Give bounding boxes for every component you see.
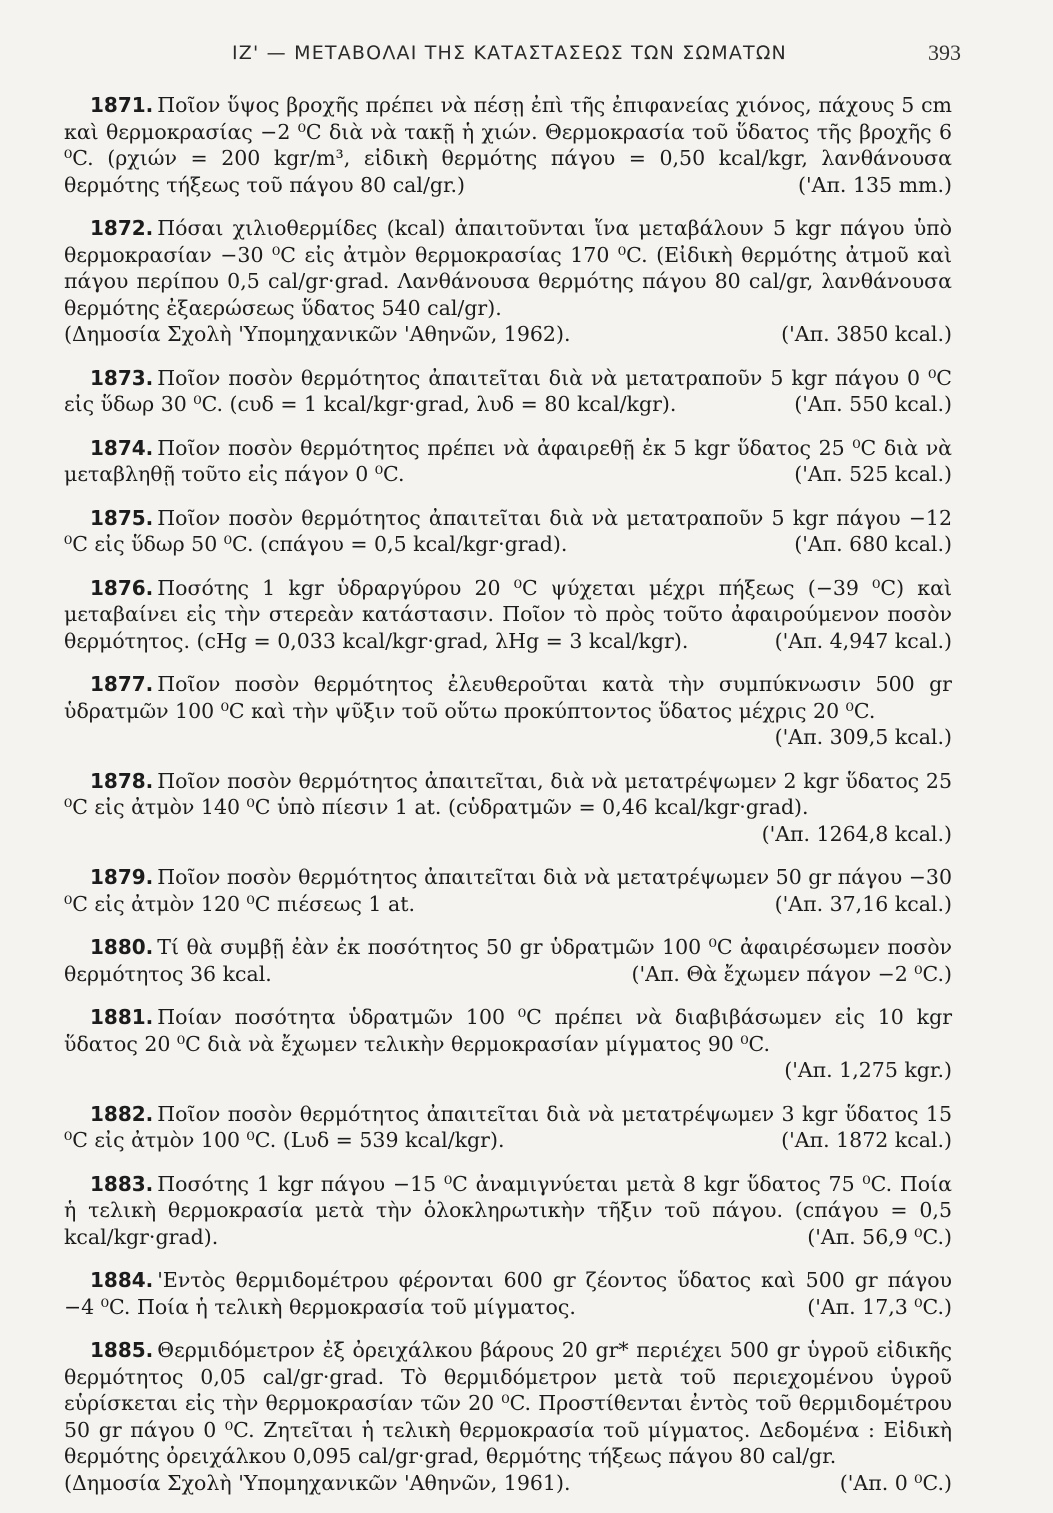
problem-number: 1881. bbox=[90, 1005, 154, 1029]
problem-item bbox=[64, 671, 952, 751]
problem-answer: ('Απ. 550 kcal.) bbox=[794, 392, 952, 416]
problem-number: 1879. bbox=[90, 865, 154, 889]
problem-source bbox=[64, 321, 952, 348]
problem-text: Ποσότης 1 kgr πάγου −15 ⁰C ἀναμιγνύεται μετὰ 8 kgr ὕδατος 75 ⁰C. Ποία ἡ τελικὴ θερμοκρασία μετὰ τὴν ὁλοκληρωτικὴν τῆξιν τοῦ πάγου. (cπάγου = 0,5 kcal/kgr·grad). bbox=[64, 1171, 952, 1249]
problem-answer: ('Απ. 1264,8 kcal.) bbox=[761, 821, 952, 846]
problem-item bbox=[64, 575, 952, 655]
problem-text: 'Εντὸς θερμιδομέτρου φέρονται 600 gr ζέοντος ὕδατος καὶ 500 gr πάγου −4 ⁰C. Ποία ἡ τελικὴ θερμοκρασία τοῦ μίγματος. bbox=[64, 1268, 952, 1319]
problem-number: 1874. bbox=[90, 435, 154, 460]
problem-number: 1877. bbox=[90, 672, 154, 696]
problem-number: 1876. bbox=[90, 575, 154, 600]
problem-text: Ποῖον ποσὸν θερμότητος πρέπει νὰ ἀφαιρεθῇ ἐκ 5 kgr ὕδατος 25 ⁰C διὰ νὰ μεταβληθῇ τοῦτο εἰς πάγον 0 ⁰C. bbox=[64, 435, 952, 486]
problem-text: Ποίαν ποσότητα ὑδρατμῶν 100 ⁰C πρέπει νὰ διαβιβάσωμεν εἰς 10 kgr ὕδατος 20 ⁰C διὰ νὰ ἔχωμεν τελικὴν θερμοκρασίαν μίγματος 90 ⁰C. bbox=[64, 1005, 952, 1056]
problem-answer: ('Απ. 1872 kcal.) bbox=[781, 1128, 952, 1152]
problem-number: 1875. bbox=[90, 505, 154, 530]
running-header bbox=[0, 38, 1053, 68]
problem-item bbox=[64, 1337, 952, 1496]
problem-answer: ('Απ. 0 ⁰C.) bbox=[839, 1470, 952, 1495]
problem-item bbox=[64, 1267, 952, 1320]
problem-text: Θερμιδόμετρον ἐξ ὀρειχάλκου βάρους 20 gr* περιέχει 500 gr ὑγροῦ εἰδικῆς θερμότητος 0,05 cal/gr·grad. Τὸ θερμιδόμετρον μετὰ τοῦ περιεχομένου ὑγροῦ εὑρίσκεται εἰς τὴν θερμοκρασίαν τῶν 20 ⁰C. Προστίθενται ἐντὸς τοῦ θερμιδομέτρου 50 gr πάγου 0 ⁰C. Ζητεῖται ἡ τελικὴ θερμοκρασία τοῦ μίγματος. Δεδομένα : Εἰδικὴ θερμότης ὀρειχάλκου 0,095 cal/gr·grad, θερμότης τήξεως πάγου 80 cal/gr. bbox=[64, 1338, 952, 1468]
problem-item bbox=[64, 1171, 952, 1251]
problem-number: 1872. bbox=[90, 216, 154, 240]
problem-item bbox=[64, 934, 952, 987]
problem-text: Τί θὰ συμβῇ ἐὰν ἐκ ποσότητος 50 gr ὑδρατμῶν 100 ⁰C ἀφαιρέσωμεν ποσὸν θερμότητος 36 kcal. bbox=[64, 935, 952, 986]
problem-item bbox=[64, 365, 952, 418]
problem-text: Ποῖον ποσὸν θερμότητος ἀπαιτεῖται, διὰ νὰ μετατρέψωμεν 2 kgr ὕδατος 25 ⁰C εἰς ἀτμὸν 140 ⁰C ὑπὸ πίεσιν 1 at. (cὑδρατμῶν = 0,46 kcal/kgr·grad). bbox=[64, 768, 952, 819]
problem-item bbox=[64, 864, 952, 917]
problem-answer: ('Απ. Θὰ ἔχωμεν πάγον −2 ⁰C.) bbox=[631, 961, 952, 986]
problem-answer: ('Απ. 4,947 kcal.) bbox=[774, 628, 952, 653]
problem-answer: ('Απ. 3850 kcal.) bbox=[781, 322, 952, 346]
problem-number: 1883. bbox=[90, 1171, 154, 1196]
problem-source-text: (Δημοσία Σχολὴ 'Υπομηχανικῶν 'Αθηνῶν, 1962). bbox=[64, 322, 571, 346]
problem-text: Ποῖον ποσὸν θερμότητος ἀπαιτεῖται διὰ νὰ μετατραποῦν 5 kgr πάγου −12 ⁰C εἰς ὕδωρ 50 ⁰C. (cπάγου = 0,5 kcal/kgr·grad). bbox=[64, 505, 952, 556]
problem-number: 1882. bbox=[90, 1101, 154, 1126]
problem-answer: ('Απ. 680 kcal.) bbox=[794, 532, 952, 556]
problem-item bbox=[64, 215, 952, 348]
problem-number: 1871. bbox=[90, 93, 154, 117]
problem-text: Ποῖον ποσὸν θερμότητος ἀπαιτεῖται διὰ νὰ μετατρέψωμεν 50 gr πάγου −30 ⁰C εἰς ἀτμὸν 120 ⁰C πιέσεως 1 at. bbox=[64, 865, 952, 916]
problem-item bbox=[64, 1101, 952, 1154]
problem-source-text: (Δημοσία Σχολὴ 'Υπομηχανικῶν 'Αθηνῶν, 1961). bbox=[64, 1470, 571, 1495]
problem-number: 1873. bbox=[90, 365, 154, 390]
problem-answer: ('Απ. 17,3 ⁰C.) bbox=[807, 1294, 952, 1319]
problem-number: 1878. bbox=[90, 768, 154, 793]
problem-text: Ποῖον ποσὸν θερμότητος ἐλευθεροῦται κατὰ τὴν συμπύκνωσιν 500 gr ὑδρατμῶν 100 ⁰C καὶ τὴν ψῦξιν τοῦ οὕτω προκύπτοντος ὕδατος μέχρις 20 ⁰C. bbox=[64, 672, 952, 723]
problem-item bbox=[64, 505, 952, 558]
problem-text: Πόσαι χιλιοθερμίδες (kcal) ἀπαιτοῦνται ἵνα μεταβάλουν 5 kgr πάγου ὑπὸ θερμοκρασίαν −30 ⁰C εἰς ἀτμὸν θερμοκρασίας 170 ⁰C. (Εἰδικὴ θερμότης ἀτμοῦ καὶ πάγου περίπου 0,5 cal/gr·grad. Λανθάνουσα θερμότης πάγου 80 cal/gr, λανθάνουσα θερμότης ἐξαερώσεως ὕδατος 540 cal/gr). bbox=[64, 216, 952, 320]
problem-answer: ('Απ. 309,5 kcal.) bbox=[774, 725, 952, 749]
problem-number: 1885. bbox=[90, 1338, 154, 1362]
problem-text: Ποῖον ὕψος βροχῆς πρέπει νὰ πέσῃ ἐπὶ τῆς ἐπιφανείας χιόνος, πάχους 5 cm καὶ θερμοκρασίας −2 ⁰C διὰ νὰ τακῇ ἡ χιών. Θερμοκρασία τοῦ ὕδατος τῆς βροχῆς 6 ⁰C. (ρχιών = 200 kgr/m³, εἰδικὴ θερμότης πάγου = 0,50 kcal/kgr, λανθάνουσα θερμότης τήξεως τοῦ πάγου 80 cal/gr.) bbox=[64, 93, 952, 197]
problem-answer: ('Απ. 525 kcal.) bbox=[794, 462, 952, 486]
problem-text: Ποῖον ποσὸν θερμότητος ἀπαιτεῖται διὰ νὰ μετατραποῦν 5 kgr πάγου 0 ⁰C εἰς ὕδωρ 30 ⁰C. (cυδ = 1 kcal/kgr·grad, λυδ = 80 kcal/kgr). bbox=[64, 365, 952, 416]
problem-item bbox=[64, 1004, 952, 1084]
problem-number: 1884. bbox=[90, 1268, 154, 1292]
problem-list bbox=[64, 92, 952, 1513]
problem-answer: ('Απ. 135 mm.) bbox=[798, 172, 952, 197]
problem-item bbox=[64, 92, 952, 198]
page-number: 393 bbox=[928, 40, 961, 65]
problem-answer: ('Απ. 56,9 ⁰C.) bbox=[807, 1224, 952, 1249]
problem-item bbox=[64, 435, 952, 488]
problem-answer: ('Απ. 1,275 kgr.) bbox=[784, 1058, 952, 1082]
chapter-title: ΙΖ' — ΜΕΤΑΒΟΛΑΙ ΤΗΣ ΚΑΤΑΣΤΑΣΕΩΣ ΤΩΝ ΣΩΜΑΤΩΝ bbox=[232, 42, 787, 64]
problem-text: Ποῖον ποσὸν θερμότητος ἀπαιτεῖται διὰ νὰ μετατρέψωμεν 3 kgr ὕδατος 15 ⁰C εἰς ἀτμὸν 100 ⁰C. (Lυδ = 539 kcal/kgr). bbox=[64, 1101, 952, 1152]
problem-answer: ('Απ. 37,16 kcal.) bbox=[774, 891, 952, 916]
problem-item bbox=[64, 768, 952, 848]
problem-number: 1880. bbox=[90, 935, 154, 959]
problem-source bbox=[64, 1470, 952, 1497]
problem-text: Ποσότης 1 kgr ὑδραργύρου 20 ⁰C ψύχεται μέχρι πήξεως (−39 ⁰C) καὶ μεταβαίνει εἰς τὴν στερεὰν κατάστασιν. Ποῖον τὸ πρὸς τοῦτο ἀφαιρούμενον ποσὸν θερμότητος. (cHg = 0,033 kcal/kgr·grad, λHg = 3 kcal/kgr). bbox=[64, 575, 952, 653]
